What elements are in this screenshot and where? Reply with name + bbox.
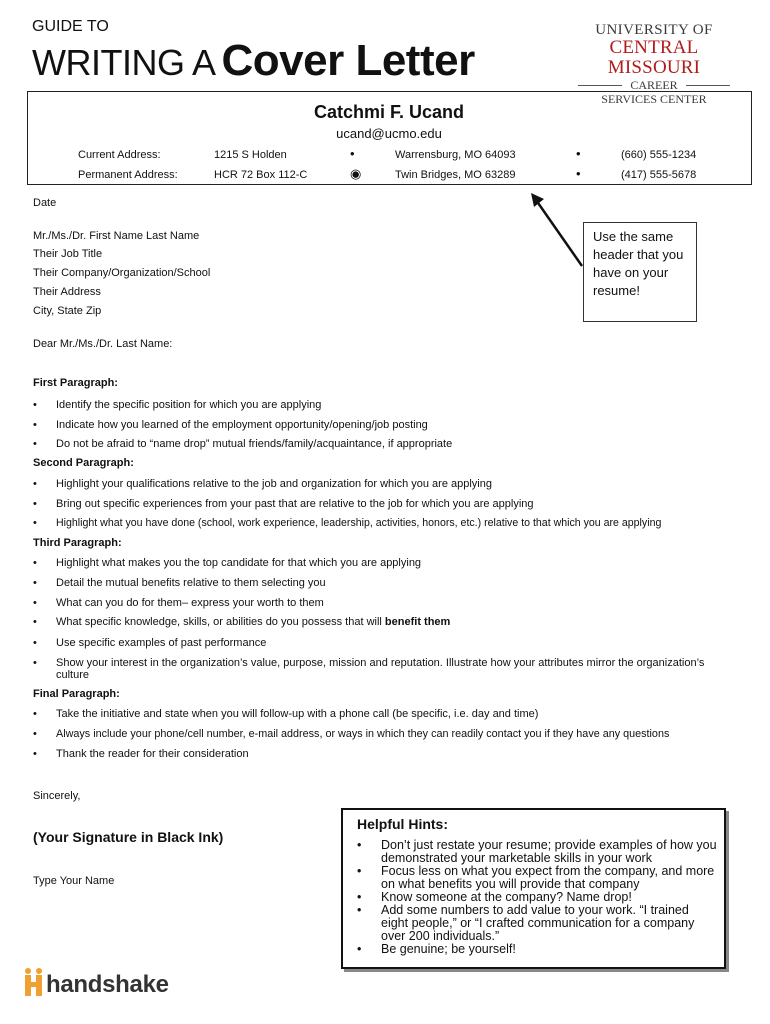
page-title [32,36,475,86]
list-item-text-part: What specific knowledge, skills, or abilities do you possess that will [56,616,385,628]
handshake-icon [24,968,46,996]
recipient-line: Their Job Title [33,248,103,260]
handshake-logo [24,968,169,999]
title-writing-a: WRITING A [32,42,216,83]
current-street: 1215 S Holden [214,149,287,161]
permanent-street: HCR 72 Box 112-C [214,169,308,181]
section-heading: Final Paragraph: [33,688,120,700]
signature-line: (Your Signature in Black Ink) [33,829,224,845]
title-cover-letter: Cover Letter [221,36,475,85]
applicant-email: ucand@ucmo.edu [336,126,442,141]
hint-text: Know someone at the company? Name drop! [381,890,632,904]
list-item-text: Highlight what you have done (school, work experience, leadership, activities, honors, etc.) relative to that which you are applying [56,517,662,529]
bullet-icon: • [33,419,37,431]
hint-text: Focus less on what you expect from the company, and more on what benefits you will provide that company [381,864,715,891]
recipient-line: Mr./Ms./Dr. First Name Last Name [33,230,200,242]
hint-text: Don’t just restate your resume; provide examples of how you demonstrated your marketable skills in your work [381,838,717,865]
list-item-text: Use specific examples of past performance [56,637,267,649]
list-item-text: Indicate how you learned of the employment opportunity/opening/job posting [56,419,428,431]
list-item-text: Thank the reader for their consideration [56,748,249,760]
hints-title: Helpful Hints: [357,816,448,832]
helpful-hints-box [341,808,726,969]
typed-name: Type Your Name [33,875,115,887]
permanent-city: Twin Bridges, MO 63289 [395,169,516,181]
bullet-icon: • [33,597,37,609]
bullet-icon: • [357,838,362,852]
list-item-text: What can you do for them– express your worth to them [56,597,324,609]
bullet-icon: • [33,478,37,490]
header-callout: Use the same header that you have on your resume! [583,222,697,322]
applicant-name: Catchmi F. Ucand [313,102,465,122]
permanent-address-label: Permanent Address: [78,169,178,181]
bullet-icon: • [357,890,362,904]
salutation: Dear Mr./Ms./Dr. Last Name: [33,338,173,350]
logo-line-4: SERVICES CENTER [601,92,707,106]
bullet-icon: • [357,942,362,956]
list-item-text: Do not be afraid to “name drop” mutual friends/family/acquaintance, if appropriate [56,438,453,450]
resume-header-box [27,91,752,185]
list-item-text: Identify the specific position for which you are applying [56,399,322,411]
logo-line-3: CAREER [566,78,742,92]
logo-line-2: CENTRAL MISSOURI [607,37,701,78]
bullet-icon: • [576,146,581,161]
list-item-text: Always include your phone/cell number, e-mail address, or ways in which they can readily contact you if they have any questions [56,728,670,740]
bullet-icon: • [33,517,37,529]
recipient-line: Their Address [33,286,101,298]
list-item-text: Highlight your qualifications relative to the job and organization for which you are applying [56,478,492,490]
bullet-icon: ◉ [350,166,362,181]
hint-text: Add some numbers to add value to your work. “I trained eight people,” or “I crafted communication for a company over 200 individuals.” [381,903,695,943]
guide-to-label: GUIDE TO [32,18,109,35]
current-phone: (660) 555-1234 [621,149,697,161]
bullet-icon: • [357,903,362,917]
date-line: Date [33,197,57,209]
logo-line-1: UNIVERSITY OF [595,22,713,38]
bullet-icon: • [33,708,37,720]
list-item-text: Highlight what makes you the top candidate for that which you are applying [56,557,422,569]
bullet-icon: • [33,657,37,669]
bullet-icon: • [33,748,37,760]
bullet-icon: • [33,728,37,740]
list-item-text: Detail the mutual benefits relative to them selecting you [56,577,326,589]
bullet-icon: • [33,557,37,569]
section-heading: First Paragraph: [33,377,118,389]
recipient-line: City, State Zip [33,305,102,317]
bullet-icon: • [33,637,37,649]
recipient-line: Their Company/Organization/School [33,267,211,279]
bullet-icon: • [357,864,362,878]
closing: Sincerely, [33,790,81,802]
handshake-wordmark: handshake [46,971,169,998]
bullet-icon: • [33,438,37,450]
bullet-icon: • [33,399,37,411]
bullet-icon: • [576,166,581,181]
list-item-text: Bring out specific experiences from your past that are relative to the job for which you are applying [56,498,534,510]
section-heading: Second Paragraph: [33,457,134,469]
bullet-icon: • [33,577,37,589]
section-heading: Third Paragraph: [33,537,122,549]
current-address-label: Current Address: [78,149,161,161]
current-city: Warrensburg, MO 64093 [395,149,516,161]
list-item-text [56,616,736,628]
benefit-them-emphasis: benefit them [384,616,451,628]
bullet-icon: • [350,146,355,161]
list-item-text: Take the initiative and state when you will follow-up with a phone call (be specific, i.e. day and time) [56,708,539,720]
bullet-icon: • [33,498,37,510]
hint-text: Be genuine; be yourself! [381,942,516,956]
bullet-icon: • [33,616,37,628]
list-item-text: Show your interest in the organization’s value, purpose, mission and reputation. Illustrate how your attributes mirror the organization’s culture [56,657,705,681]
permanent-phone: (417) 555-5678 [621,169,697,181]
